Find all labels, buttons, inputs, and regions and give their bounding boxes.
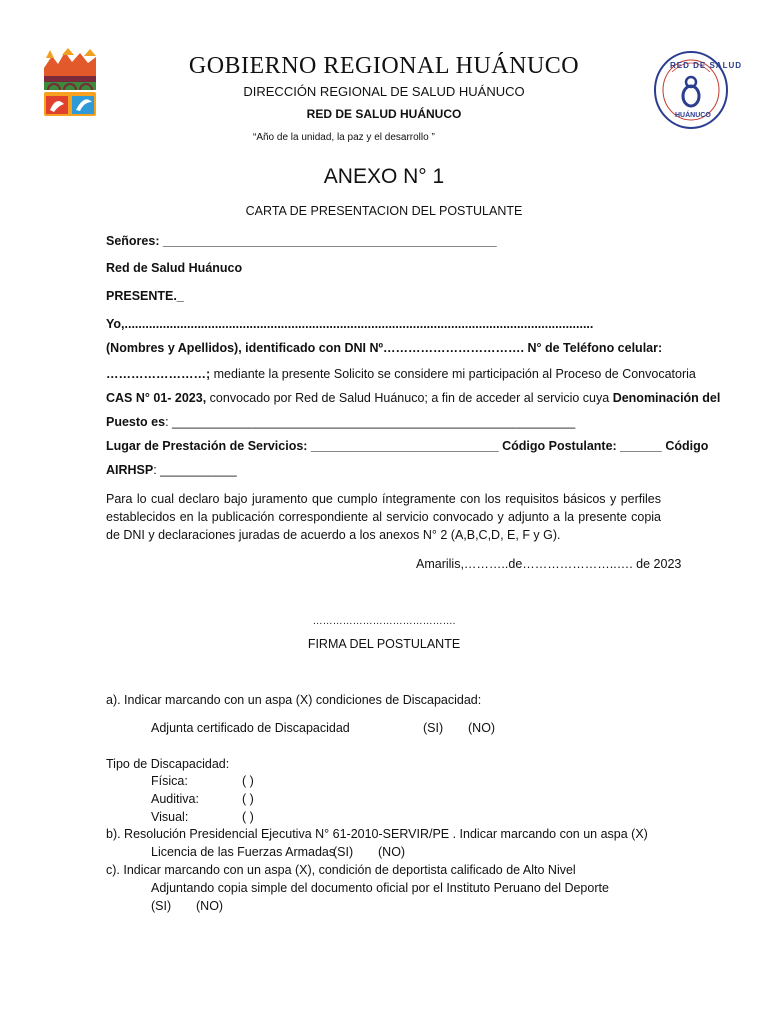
yo-line: Yo,....................................................................................................................................... [106, 317, 594, 331]
doc-subtitle: CARTA DE PRESENTACION DEL POSTULANTE [245, 204, 523, 218]
signature-dots: ……………………………………. [312, 616, 456, 627]
certificate-si: (SI) [423, 721, 444, 735]
denominacion-label: Denominación del [612, 391, 721, 405]
disability-a-text: a). Indicar marcando con un aspa (X) condiciones de Discapacidad: [106, 693, 482, 707]
cas-text: convocado por Red de Salud Huánuco; a fin de acceder al servicio cuya [206, 391, 613, 405]
puesto-label: Puesto es [106, 415, 166, 429]
seal-text-bottom: HUÁNUCO [675, 112, 711, 119]
cas-number: CAS N° 01- 2023, [106, 391, 207, 405]
seal-text-top: RED DE SALUD [670, 61, 743, 70]
airhsp-line [106, 462, 237, 478]
senores-line: Señores: ________________________________________________ [106, 234, 497, 248]
airhsp-label: AIRHSP [106, 463, 154, 477]
solicit-text: mediante la presente Solicito se considere mi participación al Proceso de Convocatoria [210, 367, 696, 381]
date-line: Amarilis,………..de…………………..…. de 2023 [416, 557, 682, 571]
network-title: RED DE SALUD HUÁNUCO [306, 107, 462, 121]
disability-type-label: Tipo de Discapacidad: [106, 757, 230, 771]
puesto-line [106, 414, 575, 430]
names-dni-line: (Nombres y Apellidos), identificado con DNI Nº……………………………. N° de Teléfono celular: [106, 341, 663, 355]
type-auditiva-label: Auditiva: [151, 792, 199, 806]
year-motto: “Año de la unidad, la paz y el desarrollo ” [253, 132, 435, 143]
solicit-dots: ……………………; [106, 367, 211, 381]
cas-line [106, 390, 721, 406]
solicit-line [106, 366, 696, 382]
type-auditiva-box: ( ) [242, 792, 254, 806]
deportista-sub: Adjuntando copia simple del documento oficial por el Instituto Peruano del Deporte [151, 881, 609, 895]
deportista-no: (NO) [196, 899, 224, 913]
lugar-line: Lugar de Prestación de Servicios: ___________________________ Código Postulante: ______ Código [106, 439, 709, 453]
signature-label: FIRMA DEL POSTULANTE [307, 637, 461, 651]
type-visual-box: ( ) [242, 810, 254, 824]
presente-line: PRESENTE._ [106, 289, 184, 303]
direction-title: DIRECCIÓN REGIONAL DE SALUD HUÁNUCO [243, 84, 525, 99]
certificate-no: (NO) [468, 721, 496, 735]
licencia-no: (NO) [378, 845, 406, 859]
airhsp-blank: : ___________ [153, 463, 237, 477]
disability-c-text: c). Indicar marcando con un aspa (X), condición de deportista calificado de Alto Nivel [106, 863, 576, 877]
disability-b-text: b). Resolución Presidencial Ejecutiva N° 61-2010-SERVIR/PE . Indicar marcando con un aspa (X) [106, 827, 648, 841]
deportista-si: (SI) [151, 899, 172, 913]
licencia-si: (SI) [333, 845, 354, 859]
type-fisica-box: ( ) [242, 774, 254, 788]
annex-title: ANEXO N° 1 [323, 165, 445, 188]
declaration-paragraph: Para lo cual declaro bajo juramento que cumplo íntegramente con los requisitos básicos y perfiles establecidos en la publicación correspondiente al servicio convocado y adjunto a la presente copia de DNI y declaraciones juradas de acuerdo a los anexos N° 2 (A,B,C,D, E, F y G). [106, 492, 661, 542]
org-title: GOBIERNO REGIONAL HUÁNUCO [188, 53, 580, 79]
disability-certificate: Adjunta certificado de Discapacidad [151, 721, 350, 735]
licencia-label: Licencia de las Fuerzas Armadas [151, 845, 336, 859]
puesto-blank: : __________________________________________________________ [165, 415, 576, 429]
recipient-line: Red de Salud Huánuco [106, 261, 243, 275]
type-visual-label: Visual: [151, 810, 189, 824]
type-fisica-label: Física: [151, 774, 188, 788]
